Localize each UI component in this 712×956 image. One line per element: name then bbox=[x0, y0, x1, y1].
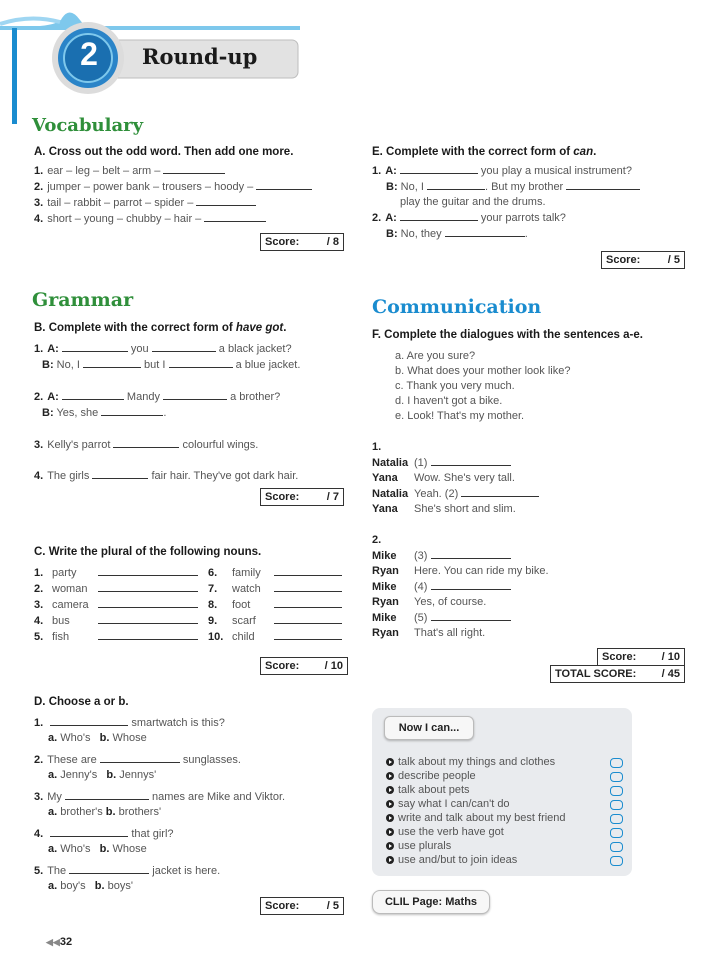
list-item: 8. foot bbox=[208, 597, 342, 613]
checkbox[interactable] bbox=[610, 786, 623, 796]
answer-blank[interactable] bbox=[69, 863, 149, 874]
play-bullet-icon bbox=[386, 786, 394, 794]
section-c-heading: C. Write the plural of the following nouns. bbox=[34, 546, 262, 558]
can-item: talk about pets bbox=[386, 783, 566, 797]
communication-title: Communication bbox=[372, 296, 542, 318]
answer-blank[interactable] bbox=[274, 565, 342, 576]
score-box-b: Score: / 7 bbox=[260, 488, 344, 506]
option-a[interactable]: boy's bbox=[60, 880, 86, 892]
section-b-heading: B. Complete with the correct form of have got. bbox=[34, 322, 287, 334]
answer-blank[interactable] bbox=[196, 195, 256, 206]
option-a[interactable]: Who's bbox=[60, 843, 91, 855]
answer-blank[interactable] bbox=[274, 629, 342, 640]
answer-blank[interactable] bbox=[98, 565, 198, 576]
list-item: 2. woman bbox=[34, 581, 198, 597]
section-c-left bbox=[34, 565, 198, 645]
answer-blank[interactable] bbox=[431, 548, 511, 559]
option-b[interactable]: brothers' bbox=[118, 806, 162, 818]
answer-blank[interactable] bbox=[445, 226, 525, 237]
can-item: use the verb have got bbox=[386, 825, 566, 839]
page-number: ◀◀32 bbox=[46, 936, 73, 948]
unit-title: Round-up bbox=[142, 44, 258, 69]
list-item: 6. family bbox=[208, 565, 342, 581]
option-item: a. Are you sure? bbox=[395, 350, 476, 362]
can-item: say what I can/can't do bbox=[386, 797, 566, 811]
checkbox[interactable] bbox=[610, 800, 623, 810]
answer-blank[interactable] bbox=[152, 341, 216, 352]
option-a[interactable]: Jenny's bbox=[60, 769, 98, 781]
answer-blank[interactable] bbox=[274, 581, 342, 592]
list-item: 1. ear – leg – belt – arm – bbox=[34, 163, 312, 179]
answer-blank[interactable] bbox=[431, 579, 511, 590]
section-d-heading: D. Choose a or b. bbox=[34, 696, 129, 708]
now-i-can-tab: Now I can... bbox=[384, 716, 474, 740]
play-bullet-icon bbox=[386, 800, 394, 808]
answer-blank[interactable] bbox=[65, 789, 149, 800]
option-b[interactable]: Jennys' bbox=[119, 769, 157, 781]
answer-blank[interactable] bbox=[400, 210, 478, 221]
answer-blank[interactable] bbox=[62, 389, 124, 400]
option-b[interactable]: Whose bbox=[112, 732, 147, 744]
answer-blank[interactable] bbox=[92, 468, 148, 479]
section-a-list bbox=[34, 163, 312, 227]
checkbox[interactable] bbox=[610, 772, 623, 782]
score-box-f: Score: / 10 bbox=[597, 648, 685, 666]
play-bullet-icon bbox=[386, 772, 394, 780]
answer-blank[interactable] bbox=[274, 597, 342, 608]
list-item: 2. jumper – power bank – trousers – hoody – bbox=[34, 179, 312, 195]
score-box-d: Score: / 5 bbox=[260, 897, 344, 915]
answer-blank[interactable] bbox=[400, 163, 478, 174]
list-item: 3. camera bbox=[34, 597, 198, 613]
answer-blank[interactable] bbox=[566, 179, 640, 190]
list-item: 5. The jacket is here. a. boy's b. boys' bbox=[34, 865, 221, 892]
option-a[interactable]: Who's bbox=[60, 732, 91, 744]
option-a[interactable]: brother's bbox=[60, 806, 103, 818]
list-item: 3. tail – rabbit – parrot – spider – bbox=[34, 195, 312, 211]
option-b[interactable]: Whose bbox=[112, 843, 147, 855]
answer-blank[interactable] bbox=[83, 357, 141, 368]
option-b[interactable]: boys' bbox=[107, 880, 133, 892]
section-b-body: 1. A: you a black jacket? B: No, I but I a blue jacket. 2. A: Mandy a brother? B: Yes, she . 3. Kelly's parrot colourful wings. 4. The girls fair hair. They've got dark hair. bbox=[34, 343, 301, 482]
can-item: write and talk about my best friend bbox=[386, 811, 566, 825]
can-item: use plurals bbox=[386, 839, 566, 853]
list-item: 4. short – young – chubby – hair – bbox=[34, 211, 312, 227]
list-item: 4. bus bbox=[34, 613, 198, 629]
play-bullet-icon bbox=[386, 842, 394, 850]
option-item: c. Thank you very much. bbox=[395, 380, 515, 392]
checkbox[interactable] bbox=[610, 842, 623, 852]
answer-blank[interactable] bbox=[100, 752, 180, 763]
answer-blank[interactable] bbox=[50, 715, 128, 726]
play-bullet-icon bbox=[386, 758, 394, 766]
play-bullet-icon bbox=[386, 856, 394, 864]
can-item: describe people bbox=[386, 769, 566, 783]
play-bullet-icon bbox=[386, 814, 394, 822]
answer-blank[interactable] bbox=[204, 211, 266, 222]
grammar-title: Grammar bbox=[32, 289, 134, 311]
can-item: talk about my things and clothes bbox=[386, 755, 566, 769]
list-item: 10. child bbox=[208, 629, 342, 645]
answer-blank[interactable] bbox=[98, 613, 198, 624]
answer-blank[interactable] bbox=[98, 581, 198, 592]
score-box-a: Score: / 8 bbox=[260, 233, 344, 251]
unit-number: 2 bbox=[80, 36, 98, 72]
answer-blank[interactable] bbox=[431, 455, 511, 466]
answer-blank[interactable] bbox=[461, 486, 539, 497]
section-c-right bbox=[208, 565, 342, 645]
list-item: 7. watch bbox=[208, 581, 342, 597]
answer-blank[interactable] bbox=[50, 826, 128, 837]
answer-blank[interactable] bbox=[98, 597, 198, 608]
section-a-heading: A. Cross out the odd word. Then add one more. bbox=[34, 146, 294, 158]
section-f-options bbox=[395, 349, 570, 424]
option-item: d. I haven't got a bike. bbox=[395, 395, 503, 407]
clil-page-button[interactable]: CLIL Page: Maths bbox=[372, 890, 490, 914]
section-e-heading: E. Complete with the correct form of can. bbox=[372, 146, 597, 158]
section-e-body: 1. A: you play a musical instrument? B: No, I . But my brother play the guitar and the drums. 2. A: your parrots talk? B: No, they . bbox=[372, 163, 640, 242]
checkbox[interactable] bbox=[610, 814, 623, 824]
checkbox[interactable] bbox=[610, 758, 623, 768]
section-d-body bbox=[34, 715, 285, 900]
checkbox[interactable] bbox=[610, 856, 623, 866]
list-item: 5. fish bbox=[34, 629, 198, 645]
dialogue-1: 1. Natalia (1) Yana Wow. She's very tall. Natalia Yeah. (2) Yana She's short and slim. bbox=[372, 440, 539, 517]
now-i-can-list bbox=[386, 755, 566, 867]
list-item: 4. that girl? a. Who's b. Whose bbox=[34, 828, 174, 855]
answer-blank[interactable] bbox=[427, 179, 485, 190]
answer-blank[interactable] bbox=[169, 357, 233, 368]
checkbox[interactable] bbox=[610, 828, 623, 838]
vocabulary-title-text: Vocabulary bbox=[32, 115, 144, 136]
previous-page-icon: ◀◀ bbox=[46, 937, 60, 947]
list-item: 1. smartwatch is this? a. Who's b. Whose bbox=[34, 717, 225, 744]
answer-blank[interactable] bbox=[98, 629, 198, 640]
score-box-e: Score: / 5 bbox=[601, 251, 685, 269]
dialogue-2: 2. Mike (3) Ryan Here. You can ride my bike. Mike (4) Ryan Yes, of course. Mike (5) Ryan That's all right. bbox=[372, 534, 549, 639]
option-item: b. What does your mother look like? bbox=[395, 365, 571, 377]
answer-blank[interactable] bbox=[256, 179, 312, 190]
play-bullet-icon bbox=[386, 828, 394, 836]
answer-blank[interactable] bbox=[431, 610, 511, 621]
total-score-box: TOTAL SCORE: / 45 bbox=[550, 665, 685, 683]
list-item: 9. scarf bbox=[208, 613, 342, 629]
score-box-c: Score: / 10 bbox=[260, 657, 348, 675]
section-f-heading: F. Complete the dialogues with the sentences a-e. bbox=[372, 329, 643, 341]
option-item: e. Look! That's my mother. bbox=[395, 410, 525, 422]
vocabulary-title bbox=[32, 112, 143, 136]
answer-blank[interactable] bbox=[163, 163, 225, 174]
answer-blank[interactable] bbox=[101, 405, 163, 416]
answer-blank[interactable] bbox=[274, 613, 342, 624]
list-item: 1. party bbox=[34, 565, 198, 581]
can-item: use and/but to join ideas bbox=[386, 853, 566, 867]
list-item: 2. These are sunglasses. a. Jenny's b. Jennys' bbox=[34, 754, 241, 781]
answer-blank[interactable] bbox=[113, 437, 179, 448]
answer-blank[interactable] bbox=[163, 389, 227, 400]
answer-blank[interactable] bbox=[62, 341, 128, 352]
list-item: 3. My names are Mike and Viktor. a. brother's b. brothers' bbox=[34, 791, 286, 818]
